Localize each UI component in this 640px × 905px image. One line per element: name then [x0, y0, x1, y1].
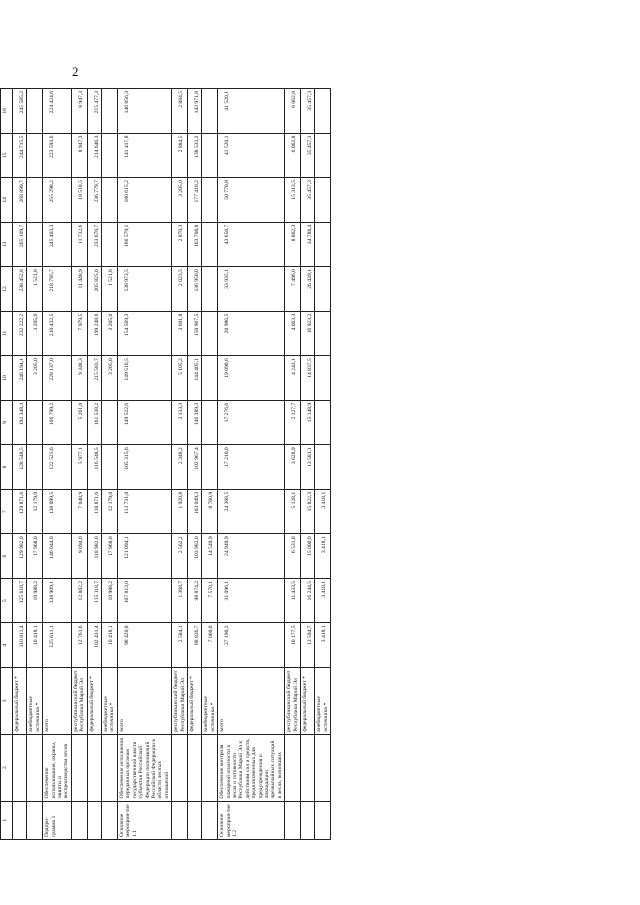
- table-cell-value: 232 222,2: [13, 311, 27, 356]
- row-label-c1: Основное мероприя-тие 1.1: [117, 801, 171, 839]
- table-cell-value: 11 448,9: [71, 267, 87, 312]
- table-cell-value: 4 063,3: [285, 311, 301, 356]
- table-cell-value: [202, 89, 218, 134]
- table-cell-value: 143 971,8: [187, 89, 201, 134]
- row-label-c2: [71, 734, 87, 801]
- table-cell-value: [202, 133, 218, 178]
- table-cell-value: 116 548,5: [87, 445, 101, 490]
- table-cell-value: 2 348,2: [172, 445, 188, 490]
- row-label-c3: внебюджетные источники *: [27, 667, 43, 734]
- column-header: 10: [1, 356, 13, 401]
- table-cell-value: 6 062,8: [285, 133, 301, 178]
- table-cell-value: 3 205,0: [102, 311, 118, 356]
- table-cell-value: 15 148,9: [301, 400, 315, 445]
- table-cell-value: 129 871,6: [13, 489, 27, 534]
- row-label-c2: [301, 734, 315, 801]
- row-label-c2: Обеспечение исполнения переданных органам государственной власти субъектов Российской Федерации полномочий Российской Федерации в области лесных отношений: [117, 734, 171, 801]
- table-cell-value: 19 090,6: [218, 356, 285, 401]
- table-cell-value: [27, 178, 43, 223]
- table-cell-value: 18 518,5: [71, 178, 87, 223]
- column-header: 3: [1, 667, 13, 734]
- table-cell-value: 1 521,8: [27, 267, 43, 312]
- table-cell-value: 2 884,5: [172, 89, 188, 134]
- table-cell-value: 246 194,1: [13, 356, 27, 401]
- table-cell-value: 125 611,1: [43, 623, 72, 668]
- table-cell-value: 136 950,0: [187, 267, 201, 312]
- table-cell-value: 2 870,3: [172, 222, 188, 267]
- table-cell-value: 107 813,0: [117, 578, 171, 623]
- table-row: [315, 89, 331, 840]
- table-cell-value: 41 520,1: [218, 133, 285, 178]
- table-cell-value: 161 538,2: [87, 400, 101, 445]
- table-row: [218, 89, 285, 840]
- table-cell-value: 223 593,6: [43, 133, 72, 178]
- table-cell-value: [315, 356, 331, 401]
- table-cell-value: 122 525,6: [43, 445, 72, 490]
- table-cell-value: [202, 267, 218, 312]
- table-cell-value: 10 418,1: [27, 623, 43, 668]
- table-cell-value: 102 967,4: [187, 445, 201, 490]
- column-header: 14: [1, 178, 13, 223]
- table-cell-value: 13 594,7: [301, 623, 315, 668]
- table-cell-value: [202, 356, 218, 401]
- table-cell-value: 3 418,1: [315, 534, 331, 579]
- table-cell-value: 102 431,4: [87, 623, 101, 668]
- table-cell-value: 27 190,3: [218, 623, 285, 668]
- table-cell-value: 8 760,9: [202, 489, 218, 534]
- table-cell-value: 103 049,3: [187, 489, 201, 534]
- table-cell-value: 12 802,2: [71, 578, 87, 623]
- table-row: [71, 89, 87, 840]
- table-cell-value: [315, 400, 331, 445]
- row-label-c1: [87, 801, 101, 839]
- table-cell-value: 14 549,9: [202, 534, 218, 579]
- table-cell-value: 180 615,2: [117, 178, 171, 223]
- table-cell-value: 35 457,3: [301, 178, 315, 223]
- table-cell-value: 7 496,0: [285, 267, 301, 312]
- row-label-c1: [285, 801, 301, 839]
- row-label-c3: федеральный бюджет *: [13, 667, 27, 734]
- table-cell-value: 14 837,5: [301, 356, 315, 401]
- table-cell-value: 15 000,0: [301, 534, 315, 579]
- table-cell-value: 2 127,7: [285, 400, 301, 445]
- table-cell-value: [102, 178, 118, 223]
- table-cell-value: [202, 222, 218, 267]
- table-body: [13, 89, 331, 840]
- table-cell-value: [202, 400, 218, 445]
- table-cell-value: 1 920,8: [172, 489, 188, 534]
- table-cell-value: 7 048,9: [71, 489, 87, 534]
- table-cell-value: 34 788,4: [301, 222, 315, 267]
- table-cell-value: 214 646,3: [87, 133, 101, 178]
- table-cell-value: 17 968,0: [102, 534, 118, 579]
- table-cell-value: 33 935,1: [218, 267, 285, 312]
- table-cell-value: 121 094,1: [117, 534, 171, 579]
- table-cell-value: 5 977,1: [71, 445, 87, 490]
- table-cell-value: 144 405,1: [187, 356, 201, 401]
- table-row: [87, 89, 101, 840]
- row-label-c2: [315, 734, 331, 801]
- table-cell-value: 5 105,2: [172, 356, 188, 401]
- table-row: [202, 89, 218, 840]
- table-cell-value: 11 732,6: [71, 222, 87, 267]
- table-cell-value: 129 982,0: [13, 534, 27, 579]
- row-label-c2: Обеспечение использования, охраны, защиты и воспроизводства лесов: [43, 734, 72, 801]
- column-header: 11: [1, 311, 13, 356]
- table-row: [187, 89, 201, 840]
- table-cell-value: [315, 445, 331, 490]
- column-header: 13: [1, 222, 13, 267]
- table-cell-value: 163 708,8: [187, 222, 201, 267]
- table-cell-value: 5 261,0: [71, 400, 87, 445]
- table-cell-value: 110 811,4: [13, 623, 27, 668]
- page-number: 2: [72, 64, 79, 79]
- row-label-c1: Основное мероприя-тие 1.2: [218, 801, 285, 839]
- table-cell-value: 13 581,1: [301, 445, 315, 490]
- table-cell-value: 118 871,6: [87, 489, 101, 534]
- table-cell-value: 5 128,1: [285, 489, 301, 534]
- row-label-c3: всего: [43, 667, 72, 734]
- row-label-c3: всего: [117, 667, 171, 734]
- table-cell-value: 12 761,6: [71, 623, 87, 668]
- row-label-c1: [27, 801, 43, 839]
- row-label-c2: [13, 734, 27, 801]
- table-cell-value: 146 044,0: [43, 534, 72, 579]
- table-cell-value: 17 210,0: [218, 445, 285, 490]
- table-cell-value: [102, 222, 118, 267]
- table-cell-value: 8 947,3: [71, 89, 87, 134]
- table-cell-value: 268 899,7: [13, 178, 27, 223]
- table-cell-value: 7 000,0: [202, 623, 218, 668]
- row-label-c1: [172, 801, 188, 839]
- table-cell-value: 6 531,8: [285, 534, 301, 579]
- table-cell-value: [315, 133, 331, 178]
- table-cell-value: 128 548,5: [13, 445, 27, 490]
- table-row: [13, 89, 27, 840]
- table-cell-value: 2 023,5: [172, 267, 188, 312]
- row-label-c3: внебюджетные источники *: [102, 667, 118, 734]
- table-row: [301, 89, 315, 840]
- table-cell-value: 2 584,1: [172, 623, 188, 668]
- table-cell-value: 41 520,1: [218, 89, 285, 134]
- column-header: 16: [1, 89, 13, 134]
- table-cell-value: 245 585,2: [13, 89, 27, 134]
- row-label-c3: внебюджетные источники *: [202, 667, 218, 734]
- table-header-row: [1, 89, 13, 840]
- table-cell-value: 8 947,3: [71, 133, 87, 178]
- table-cell-value: 141 417,8: [117, 133, 171, 178]
- table-cell-value: [102, 133, 118, 178]
- row-label-c2: [285, 734, 301, 801]
- table-cell-value: 17 968,0: [27, 534, 43, 579]
- table-cell-value: [315, 267, 331, 312]
- row-label-c3: федеральный бюджет *: [301, 667, 315, 734]
- table-cell-value: 149 522,6: [117, 400, 171, 445]
- table-cell-value: [315, 311, 331, 356]
- table-cell-value: 10 988,2: [102, 578, 118, 623]
- table-cell-value: 177 410,2: [187, 178, 201, 223]
- table-cell-value: 3 205,0: [27, 356, 43, 401]
- row-label-c1: [315, 801, 331, 839]
- row-label-c1: [13, 801, 27, 839]
- row-label-c2: [87, 734, 101, 801]
- row-label-c3: федеральный бюджет *: [187, 667, 201, 734]
- column-header: 15: [1, 133, 13, 178]
- table-cell-value: 10 418,1: [102, 623, 118, 668]
- table-cell-value: 245 403,3: [43, 222, 72, 267]
- table-cell-value: 4 243,1: [285, 356, 301, 401]
- column-header: 4: [1, 623, 13, 668]
- table-cell-value: [315, 222, 331, 267]
- row-label-c3: республиканский бюджет Республики Марий Эл: [285, 667, 301, 734]
- table-cell-value: 138 909,1: [43, 578, 72, 623]
- table-cell-value: 10 177,5: [285, 623, 301, 668]
- column-header: 9: [1, 400, 13, 445]
- table-cell-value: 205 825,0: [87, 267, 101, 312]
- table-cell-value: [27, 445, 43, 490]
- table-cell-value: 150 967,5: [187, 311, 201, 356]
- table-cell-value: 149 510,5: [117, 356, 171, 401]
- row-label-c3: федеральный бюджет *: [87, 667, 101, 734]
- column-header: 8: [1, 445, 13, 490]
- table-cell-value: 35 457,3: [301, 133, 315, 178]
- table-cell-value: 12 179,0: [27, 489, 43, 534]
- table-cell-value: [202, 311, 218, 356]
- table-cell-value: 3 133,3: [172, 400, 188, 445]
- table-cell-value: 20 986,5: [218, 311, 285, 356]
- table-cell-value: 224 424,6: [43, 89, 72, 134]
- table-cell-value: 1 521,8: [102, 267, 118, 312]
- row-label-c3: республиканский бюджет Республики Марий Эл: [172, 667, 188, 734]
- row-label-c2: [102, 734, 118, 801]
- table-cell-value: 7 570,1: [202, 578, 218, 623]
- row-label-c2: Обеспечение контроля пожарной опасности в лесах и готовности Республики Марий Эл к действиям сил и средств, предназначенных для предупреждения и ликвидации чрезвычайных ситуаций в лесах, возникших: [218, 734, 285, 801]
- budget-table: [0, 88, 331, 840]
- table-cell-value: [315, 178, 331, 223]
- table-cell-value: 3 418,1: [315, 578, 331, 623]
- table-cell-value: 15 822,3: [301, 489, 315, 534]
- table-cell-value: 3 628,9: [285, 445, 301, 490]
- table-cell-value: 146 389,3: [187, 400, 201, 445]
- row-label-c1: [187, 801, 201, 839]
- table-cell-value: 210 432,5: [43, 311, 72, 356]
- table-cell-value: 3 205,0: [172, 178, 188, 223]
- table-cell-value: 6 062,8: [285, 89, 301, 134]
- table-cell-value: 9 348,3: [71, 356, 87, 401]
- table-cell-value: 146 856,3: [117, 89, 171, 134]
- table-cell-value: [27, 89, 43, 134]
- table-cell-value: 24 368,5: [218, 489, 285, 534]
- table-cell-value: 98 420,8: [117, 623, 171, 668]
- table-cell-value: 1 368,7: [172, 578, 188, 623]
- table-cell-value: 8 862,3: [285, 222, 301, 267]
- table-cell-value: 105 315,6: [117, 445, 171, 490]
- table-cell-value: 125 618,7: [13, 578, 27, 623]
- table-cell-value: 16 923,2: [301, 311, 315, 356]
- table-cell-value: 2 562,2: [172, 534, 188, 579]
- table-cell-value: 7 979,5: [71, 311, 87, 356]
- table-cell-value: [27, 222, 43, 267]
- column-header: 2: [1, 734, 13, 801]
- table-row: [285, 89, 301, 840]
- table-cell-value: 192 348,3: [13, 400, 27, 445]
- table-cell-value: 3 601,8: [172, 311, 188, 356]
- row-label-c1: [102, 801, 118, 839]
- table-row: [172, 89, 188, 840]
- table-cell-value: [202, 445, 218, 490]
- row-label-c3: всего: [218, 667, 285, 734]
- table-cell-value: 199 248,0: [87, 311, 101, 356]
- table-cell-value: 12 179,0: [102, 489, 118, 534]
- table-cell-value: [27, 400, 43, 445]
- table-cell-value: 16 244,5: [301, 578, 315, 623]
- table-cell-value: [102, 445, 118, 490]
- table-cell-value: 115 118,7: [87, 578, 101, 623]
- row-label-c1: [301, 801, 315, 839]
- table-cell-value: 88 836,7: [187, 623, 201, 668]
- table-cell-value: 11 433,5: [285, 578, 301, 623]
- row-label-c2: [172, 734, 188, 801]
- table-cell-value: 265 109,7: [13, 222, 27, 267]
- table-cell-value: 215 583,7: [87, 356, 101, 401]
- table-row: [43, 89, 72, 840]
- table-cell-value: 9 094,0: [71, 534, 87, 579]
- table-cell-value: [102, 400, 118, 445]
- table-row: [117, 89, 171, 840]
- table-cell-value: 255 298,2: [43, 178, 72, 223]
- table-cell-value: 138 973,5: [117, 267, 171, 312]
- table-cell-value: 113 731,0: [117, 489, 171, 534]
- row-label-c2: [187, 734, 201, 801]
- table-cell-value: 3 205,0: [102, 356, 118, 401]
- table-cell-value: [315, 89, 331, 134]
- row-label-c2: [202, 734, 218, 801]
- budget-table-container: [0, 88, 520, 840]
- column-header: 7: [1, 489, 13, 534]
- table-cell-value: 24 949,9: [218, 534, 285, 579]
- row-label-c3: республиканский бюджет Республики Марий Эл: [71, 667, 87, 734]
- table-cell-value: 218 795,7: [43, 267, 72, 312]
- table-cell-value: 166 579,1: [117, 222, 171, 267]
- table-cell-value: 236 779,7: [87, 178, 101, 223]
- table-cell-value: 238 452,8: [13, 267, 27, 312]
- column-header: 5: [1, 578, 13, 623]
- table-cell-value: 31 096,1: [218, 578, 285, 623]
- table-cell-value: 138 099,5: [43, 489, 72, 534]
- table-cell-value: [102, 89, 118, 134]
- table-cell-value: 50 770,8: [218, 178, 285, 223]
- row-label-c2: [27, 734, 43, 801]
- table-cell-value: 244 715,5: [13, 133, 27, 178]
- table-cell-value: 103 982,0: [187, 534, 201, 579]
- table-cell-value: 118 982,0: [87, 534, 101, 579]
- table-cell-value: 10 988,2: [27, 578, 43, 623]
- table-cell-value: [27, 133, 43, 178]
- table-cell-value: 17 276,6: [218, 400, 285, 445]
- table-row: [27, 89, 43, 840]
- table-cell-value: 233 670,7: [87, 222, 101, 267]
- table-cell-value: 3 418,1: [315, 623, 331, 668]
- row-label-c3: внебюджетные источники *: [315, 667, 331, 734]
- row-label-c1: [71, 801, 87, 839]
- table-row: [102, 89, 118, 840]
- table-cell-value: 138 533,3: [187, 133, 201, 178]
- table-cell-value: 3 418,1: [315, 489, 331, 534]
- table-cell-value: 154 569,3: [117, 311, 171, 356]
- table-cell-value: 26 439,1: [301, 267, 315, 312]
- table-cell-value: 3 205,0: [27, 311, 43, 356]
- column-header: 1: [1, 801, 13, 839]
- table-cell-value: 43 650,7: [218, 222, 285, 267]
- row-label-c1: [202, 801, 218, 839]
- column-header: 6: [1, 534, 13, 579]
- table-cell-value: 2 884,5: [172, 133, 188, 178]
- table-cell-value: 166 799,2: [43, 400, 72, 445]
- table-cell-value: [202, 178, 218, 223]
- table-cell-value: 35 457,3: [301, 89, 315, 134]
- row-label-c1: Подпро-грамма 1: [43, 801, 72, 839]
- table-cell-value: 15 313,5: [285, 178, 301, 223]
- table-cell-value: 215 477,3: [87, 89, 101, 134]
- table-cell-value: 228 137,0: [43, 356, 72, 401]
- table-cell-value: 98 874,2: [187, 578, 201, 623]
- column-header: 12: [1, 267, 13, 312]
